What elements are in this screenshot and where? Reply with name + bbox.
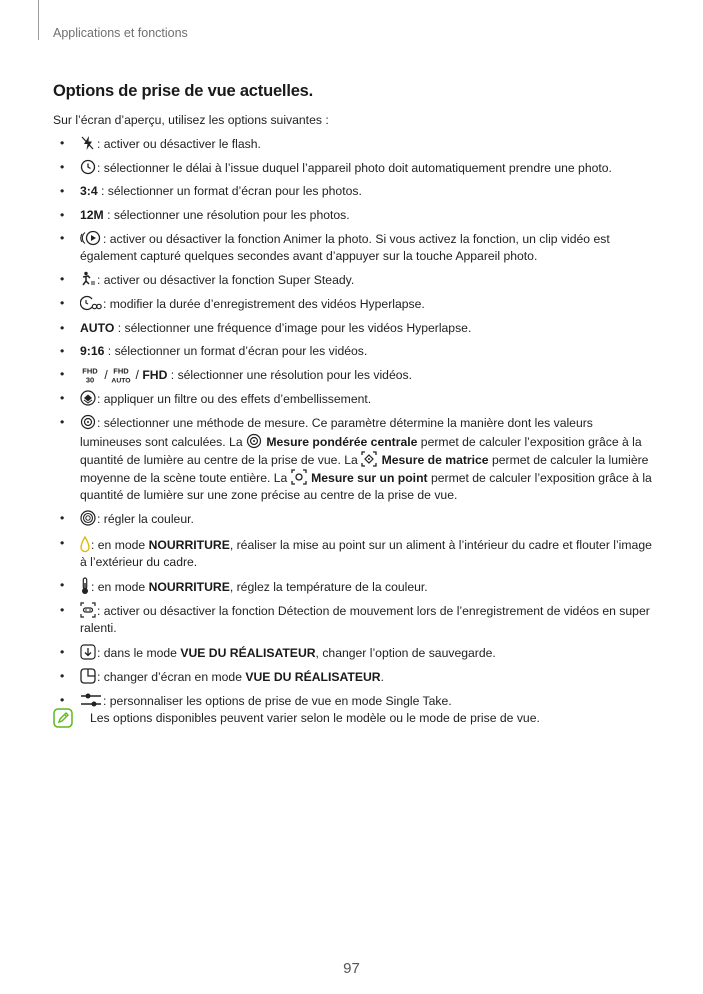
option-text: permet de calculer la lumière moyenne de la scène toute entière. La bbox=[80, 452, 649, 486]
option-text: : sélectionner une méthode de mesure. Ce paramètre détermine la manière dont les valeurs lumineuses sont calculées. La bbox=[80, 416, 593, 449]
option-label: FHD bbox=[142, 368, 168, 383]
note-text: Les options disponibles peuvent varier selon le modèle ou le mode de prise de vue. bbox=[90, 711, 540, 725]
bullet: • bbox=[60, 343, 65, 358]
option-label: AUTO bbox=[80, 320, 115, 335]
color-tone-icon bbox=[80, 510, 96, 526]
option-text: permet de calculer l’exposition grâce à la quantité de lumière au centre de la prise de vue. La bbox=[80, 434, 642, 467]
bullet: • bbox=[60, 391, 65, 406]
option-text: : en mode bbox=[91, 580, 149, 595]
option-label: 12M bbox=[80, 207, 104, 222]
food-focus-icon bbox=[80, 535, 90, 553]
option-text: : appliquer un filtre ou des effets d’embellissement. bbox=[97, 392, 372, 407]
bullet: • bbox=[60, 367, 65, 382]
list-item-hyperlapse-fps bbox=[53, 320, 653, 337]
spot-icon bbox=[291, 469, 307, 485]
bullet: • bbox=[60, 415, 65, 430]
bullet: • bbox=[60, 693, 65, 708]
list-item-food-focus bbox=[53, 535, 653, 571]
list-item-resolution-photo bbox=[53, 207, 653, 224]
option-text: : sélectionner une fréquence d’image pour les vidéos Hyperlapse. bbox=[114, 320, 472, 335]
spot-label: Mesure sur un point bbox=[311, 471, 428, 486]
list-item-screen-switch bbox=[53, 668, 653, 686]
list-item-color-tone bbox=[53, 510, 653, 528]
screen-layout-icon bbox=[80, 668, 96, 684]
list-item-filters bbox=[53, 390, 653, 408]
thermometer-icon bbox=[80, 577, 90, 595]
list-item-timer bbox=[53, 159, 653, 177]
separator: / bbox=[132, 368, 143, 383]
bullet: • bbox=[60, 272, 65, 287]
mode-label: VUE DU RÉALISATEUR bbox=[180, 645, 316, 660]
list-item-flash bbox=[53, 135, 653, 153]
timer-icon bbox=[80, 159, 96, 175]
option-text: : sélectionner une résolution pour les vidéos. bbox=[167, 368, 412, 383]
page-number: 97 bbox=[343, 960, 360, 977]
bullet: • bbox=[60, 578, 65, 593]
hyperlapse-duration-icon bbox=[80, 295, 102, 311]
option-text: : activer ou désactiver la fonction Détection de mouvement lors de l’enregistrement de vidéos en super ralenti. bbox=[80, 604, 650, 636]
list-item-save-option bbox=[53, 644, 653, 662]
list-item-ratio-photo bbox=[53, 183, 653, 200]
matrix-icon bbox=[361, 451, 377, 467]
bullet: • bbox=[60, 184, 65, 199]
list-item-single-take bbox=[53, 692, 653, 710]
mode-label: VUE DU RÉALISATEUR bbox=[245, 669, 381, 684]
option-text: , réglez la température de la couleur. bbox=[229, 580, 428, 595]
bullet: • bbox=[60, 535, 65, 550]
bullet: • bbox=[60, 603, 65, 618]
bullet: • bbox=[60, 320, 65, 335]
fhd-30-icon-bottom: 30 bbox=[85, 375, 95, 385]
flash-icon bbox=[80, 135, 96, 151]
sliders-icon bbox=[80, 692, 102, 708]
option-text: , réaliser la mise au point sur un aliment à l’intérieur du cadre et flouter l’image à l’extérieur du cadre. bbox=[80, 537, 652, 569]
option-text: : activer ou désactiver la fonction Animer la photo. Si vous activez la fonction, un clip vidéo est également capturé quelques secondes avant d’appuyer sur la touche Appareil photo. bbox=[80, 231, 610, 264]
option-text: : sélectionner un format d’écran pour les vidéos. bbox=[104, 343, 368, 358]
option-text: : sélectionner un format d’écran pour les photos. bbox=[97, 184, 362, 199]
list-item-metering bbox=[53, 414, 653, 504]
intro-text: Sur l’écran d’aperçu, utilisez les options suivantes : bbox=[53, 113, 329, 127]
page-title: Options de prise de vue actuelles. bbox=[53, 82, 314, 100]
list-item-motion-detection bbox=[53, 602, 653, 637]
filters-icon bbox=[80, 390, 96, 406]
option-label: 9:16 bbox=[80, 343, 105, 358]
option-text: : sélectionner le délai à l’issue duquel l’appareil photo doit automatiquement prendre une photo. bbox=[97, 161, 612, 176]
bullet: • bbox=[60, 160, 65, 175]
option-label: 3:4 bbox=[80, 184, 98, 199]
option-text: : modifier la durée d’enregistrement des vidéos Hyperlapse. bbox=[103, 297, 425, 312]
fhd-30-icon bbox=[80, 366, 100, 384]
option-text: : sélectionner une résolution pour les photos. bbox=[103, 207, 350, 222]
bullet: • bbox=[60, 644, 65, 659]
list-item-food-temperature bbox=[53, 577, 653, 596]
motion-photo-icon bbox=[80, 230, 102, 246]
motion-detection-icon bbox=[80, 602, 96, 618]
list-item-hyperlapse-duration bbox=[53, 295, 653, 313]
list-item-super-steady bbox=[53, 271, 653, 289]
section-header: Applications et fonctions bbox=[53, 26, 188, 40]
list-item-resolution-video bbox=[53, 366, 653, 384]
margin-rule bbox=[38, 0, 39, 40]
option-text: : personnaliser les options de prise de vue en mode Single Take. bbox=[103, 694, 452, 709]
metering-icon bbox=[80, 414, 96, 430]
option-text: , changer l’option de sauvegarde. bbox=[315, 645, 496, 660]
note-pencil-icon bbox=[53, 708, 73, 728]
option-text: : activer ou désactiver la fonction Super Steady. bbox=[97, 273, 355, 288]
bullet: • bbox=[60, 230, 65, 245]
options-list bbox=[53, 135, 653, 716]
center-weighted-label: Mesure pondérée centrale bbox=[266, 434, 418, 449]
bullet: • bbox=[60, 136, 65, 150]
fhd-auto-icon-top: FHD bbox=[113, 366, 129, 376]
option-text: : régler la couleur. bbox=[97, 512, 194, 527]
option-text: permet de calculer l’exposition grâce à la quantité de lumière sur une zone précise au centre de la prise de vue. bbox=[80, 471, 652, 503]
separator: / bbox=[101, 368, 112, 383]
list-item-ratio-video bbox=[53, 343, 653, 360]
bullet: • bbox=[60, 511, 65, 526]
option-text: : en mode bbox=[91, 537, 149, 552]
option-text: : dans le mode bbox=[97, 645, 181, 660]
fhd-30-icon-top: FHD bbox=[82, 366, 98, 376]
fhd-auto-icon bbox=[111, 366, 131, 384]
center-weighted-icon bbox=[246, 433, 262, 449]
bullet: • bbox=[60, 296, 65, 311]
matrix-label: Mesure de matrice bbox=[381, 452, 489, 467]
save-download-icon bbox=[80, 644, 96, 660]
bullet: • bbox=[60, 668, 65, 683]
super-steady-icon bbox=[80, 271, 96, 287]
mode-label: NOURRITURE bbox=[148, 580, 230, 595]
list-item-motion-photo bbox=[53, 230, 653, 265]
mode-label: NOURRITURE bbox=[148, 537, 230, 552]
fhd-auto-icon-bottom: AUTO bbox=[111, 377, 131, 385]
bullet: • bbox=[60, 207, 65, 222]
option-text: : activer ou désactiver le flash. bbox=[97, 137, 261, 151]
option-text: : changer d’écran en mode bbox=[97, 669, 246, 684]
option-text: . bbox=[380, 669, 384, 684]
